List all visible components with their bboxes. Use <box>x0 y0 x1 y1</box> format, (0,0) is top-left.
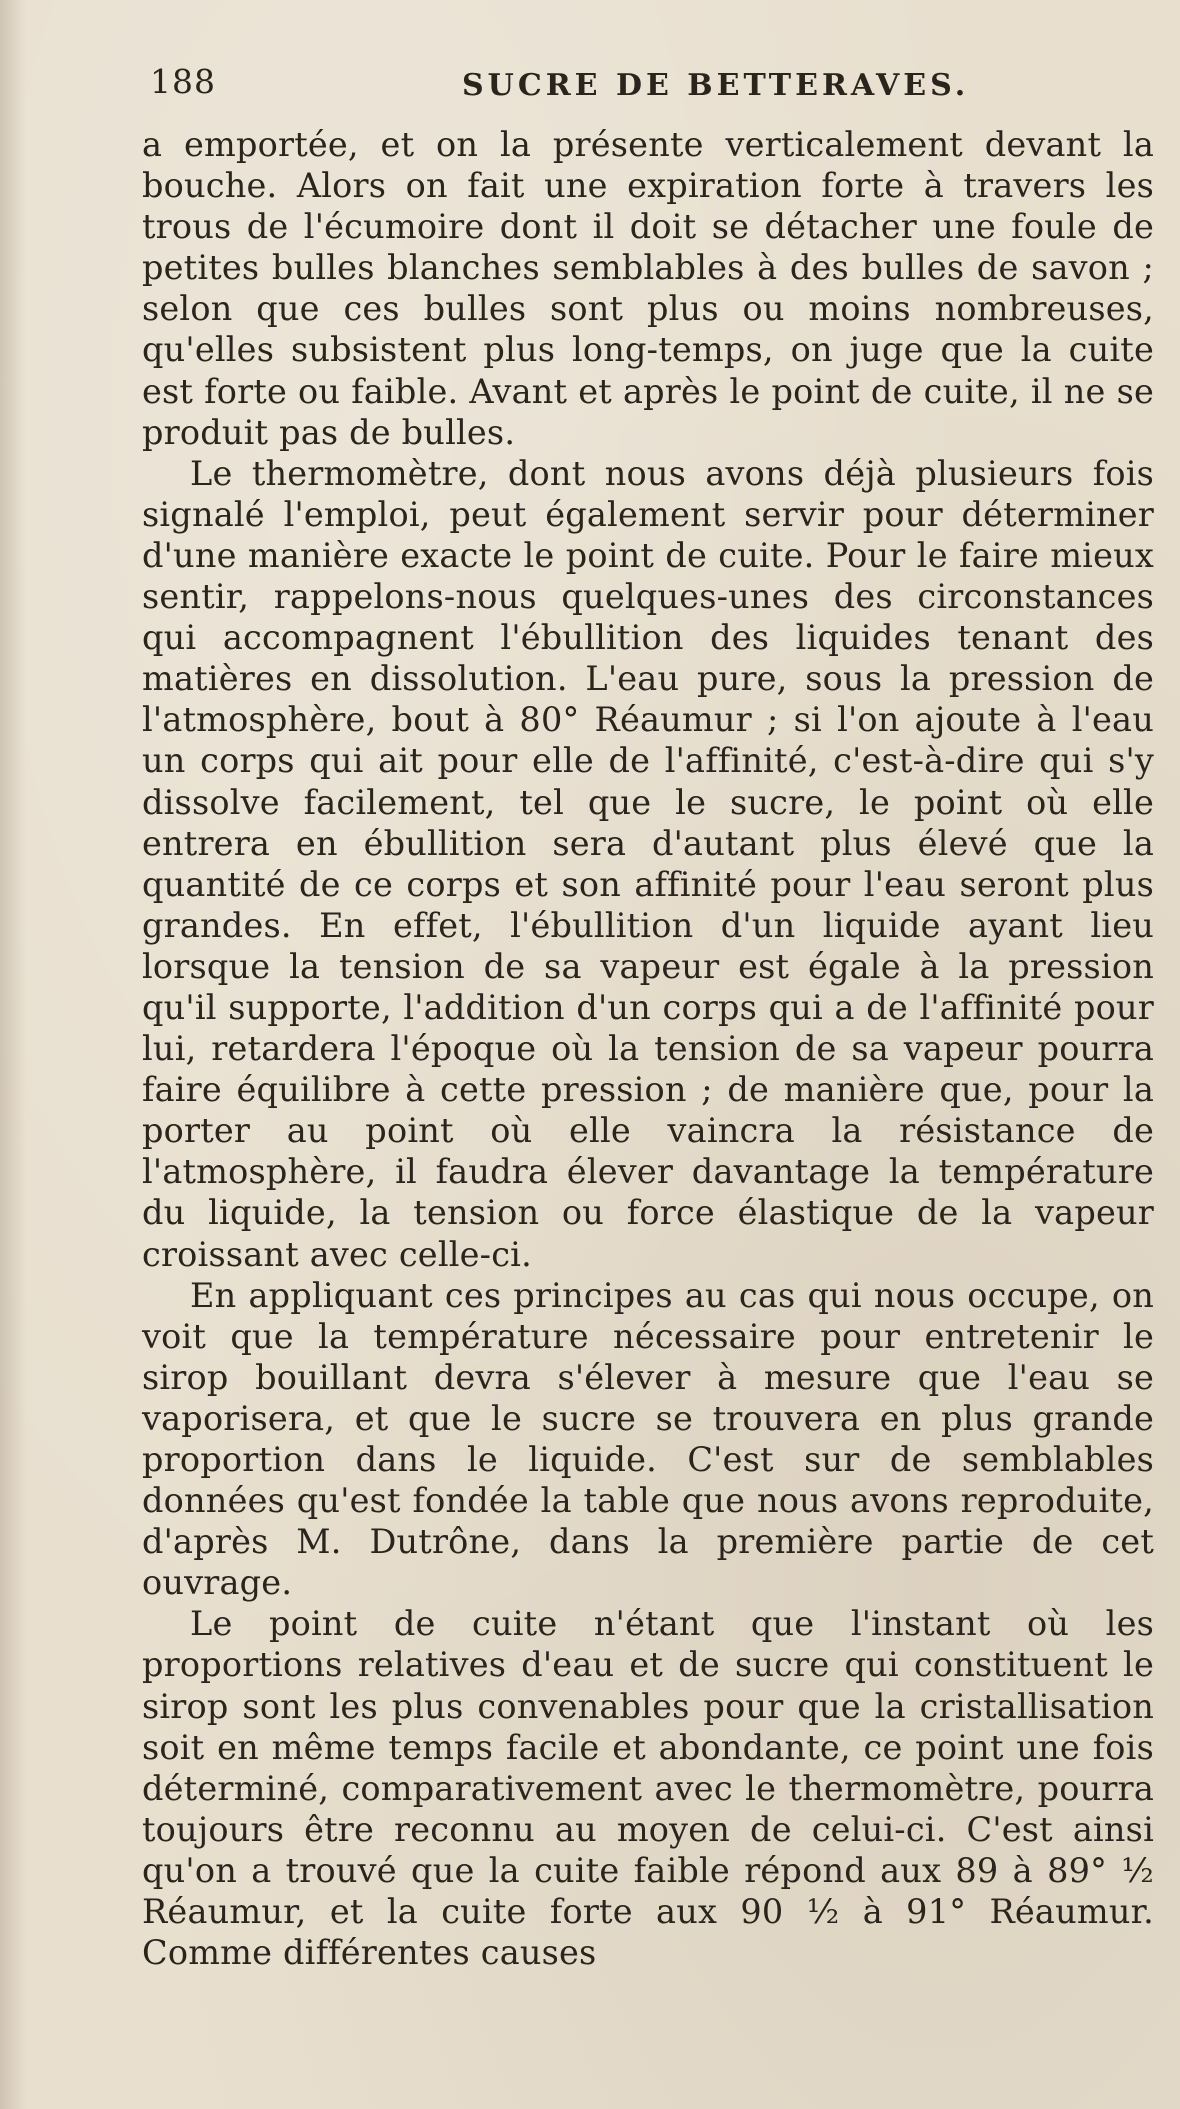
paragraph-3: En appliquant ces principes au cas qui nous occupe, on voit que la température nécessaire pour entretenir le sirop bouillant devra s'élever à mesure que l'eau se vaporisera, et que le sucre se trouvera en plus grande proportion dans le liquide. C'est sur de semblables données qu'est fondée la table que nous avons reproduite, d'après M. Dutrône, dans la première partie de cet ouvrage. <box>142 1275 1154 1603</box>
paragraph-2: Le thermomètre, dont nous avons déjà plusieurs fois signalé l'emploi, peut également servir pour déterminer d'une manière exacte le point de cuite. Pour le faire mieux sentir, rappelons-nous quelques-unes des circonstances qui accompagnent l'ébullition des liquides tenant des matières en dissolution. L'eau pure, sous la pression de l'atmosphère, bout à 80° Réaumur ; si l'on ajoute à l'eau un corps qui ait pour elle de l'affinité, c'est-à-dire qui s'y dissolve facilement, tel que le sucre, le point où elle entrera en ébullition sera d'autant plus élevé que la quantité de ce corps et son affinité pour l'eau seront plus grandes. En effet, l'ébullition d'un liquide ayant lieu lorsque la tension de sa vapeur est égale à la pression qu'il supporte, l'addition d'un corps qui a de l'affinité pour lui, retardera l'époque où la tension de sa vapeur pourra faire équilibre à cette pression ; de manière que, pour la porter au point où elle vaincra la résistance de l'atmosphère, il faudra élever davantage la température du liquide, la tension ou force élastique de la vapeur croissant avec celle-ci. <box>142 453 1154 1274</box>
page-number: 188 <box>150 62 216 101</box>
body-text <box>142 124 1154 1973</box>
paragraph-4: Le point de cuite n'étant que l'instant où les proportions relatives d'eau et de sucre qui constituent le sirop sont les plus convenables pour que la cristallisation soit en même temps facile et abondante, ce point une fois déterminé, comparativement avec le thermomètre, pourra toujours être reconnu au moyen de celui-ci. C'est ainsi qu'on a trouvé que la cuite faible répond aux 89 à 89° ½ Réaumur, et la cuite forte aux 90 ½ à 91° Réaumur. Comme différentes causes <box>142 1604 1154 1973</box>
page-header <box>142 62 1152 112</box>
paragraph-1: a emportée, et on la présente verticalement devant la bouche. Alors on fait une expiration forte à travers les trous de l'écumoire dont il doit se détacher une foule de petites bulles blanches semblables à des bulles de savon ; selon que ces bulles sont plus ou moins nombreuses, qu'elles subsistent plus long-temps, on juge que la cuite est forte ou faible. Avant et après le point de cuite, il ne se produit pas de bulles. <box>142 125 1154 452</box>
running-title: SUCRE DE BETTERAVES. <box>462 68 970 103</box>
